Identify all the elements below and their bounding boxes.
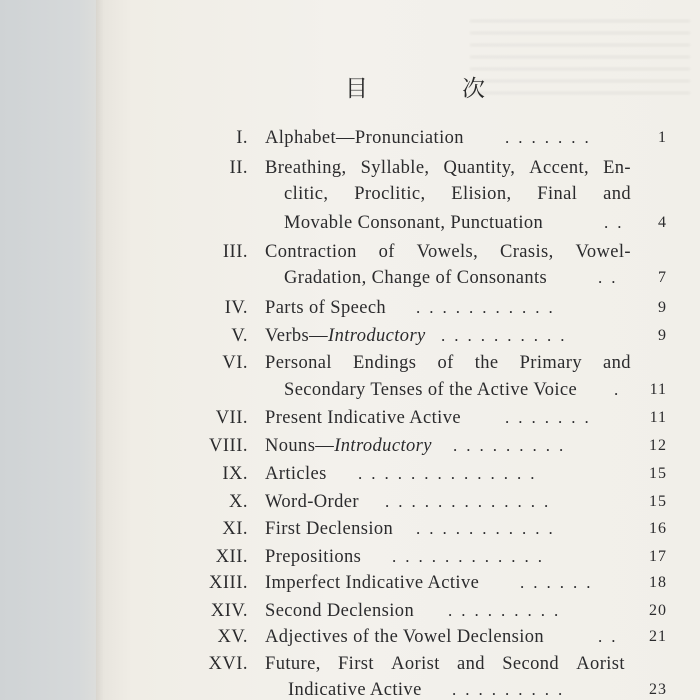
title-plain: Nouns— — [265, 436, 335, 456]
leader-dots: .............. — [358, 464, 544, 483]
chapter-number: VII. — [215, 408, 248, 428]
leader-dots: .......... — [441, 326, 574, 345]
toc-entry-16-line-2 — [0, 677, 700, 700]
toc-entry-6-line-2 — [0, 377, 700, 403]
word: Proclitic, — [354, 184, 426, 204]
chapter-title: Present Indicative Active — [265, 408, 461, 428]
page-number: 7 — [658, 269, 667, 286]
toc-entry-9 — [0, 461, 700, 487]
word: Primary — [519, 353, 582, 373]
title-italic: Introductory — [334, 436, 432, 456]
page-number: 18 — [649, 574, 667, 591]
leader-dots: ........... — [416, 519, 562, 538]
title-char-left: 目 — [345, 76, 368, 102]
leader-dots: ............. — [385, 492, 558, 511]
page-number: 17 — [649, 548, 667, 565]
chapter-title — [265, 323, 426, 349]
chapter-title — [265, 433, 432, 459]
word: Quantity, — [443, 158, 516, 178]
page-number: 20 — [649, 602, 667, 619]
chapter-number: XVI. — [208, 654, 248, 674]
chapter-title: Adjectives of the Vowel Declension — [265, 627, 545, 647]
word: Aorist — [576, 654, 625, 674]
leader-dots: ....... — [505, 408, 598, 427]
chapter-number: III. — [222, 242, 248, 262]
toc-entry-4 — [0, 295, 700, 321]
word: Aorist — [391, 654, 440, 674]
toc-entry-7 — [0, 405, 700, 431]
chapter-title-line-1 — [265, 155, 631, 181]
word: Contraction — [265, 242, 357, 262]
page-number: 11 — [649, 409, 667, 426]
toc-entry-1 — [0, 125, 700, 151]
word: Syllable, — [360, 158, 430, 178]
page-number: 15 — [649, 465, 667, 482]
page-number: 9 — [658, 327, 667, 344]
toc-entry-8 — [0, 433, 700, 459]
word: Second — [502, 654, 560, 674]
toc-entry-11 — [0, 516, 700, 542]
leader-dots: ............ — [392, 547, 551, 566]
word: of — [378, 242, 395, 262]
page-number: 15 — [649, 493, 667, 510]
word: Breathing, — [265, 158, 347, 178]
toc-entry-2-line-2 — [0, 181, 700, 207]
chapter-number: VIII. — [209, 436, 248, 456]
word: Vowel- — [575, 242, 631, 262]
toc-entry-14 — [0, 598, 700, 624]
word: Personal — [265, 353, 332, 373]
word: Accent, — [529, 158, 590, 178]
word: and — [603, 184, 631, 204]
word: the — [474, 353, 499, 373]
page-number: 21 — [649, 628, 667, 645]
leader-dots: . — [614, 380, 628, 399]
chapter-number: II. — [229, 158, 248, 178]
page-number: 9 — [658, 299, 667, 316]
title-plain: Verbs— — [265, 326, 329, 346]
toc-entry-3-line-2 — [0, 265, 700, 291]
page-number: 23 — [649, 681, 667, 698]
title-char-right: 次 — [462, 76, 485, 102]
page-number: 1 — [658, 129, 667, 146]
word: clitic, — [284, 184, 329, 204]
toc-entry-16-line-1 — [0, 651, 700, 677]
word: Endings — [352, 353, 417, 373]
chapter-number: I. — [236, 128, 248, 148]
leader-dots: ....... — [505, 128, 598, 147]
toc-entry-10 — [0, 489, 700, 515]
toc-entry-2-line-1 — [0, 155, 700, 181]
word: and — [603, 353, 631, 373]
chapter-number: XIII. — [209, 573, 248, 593]
leader-dots: ......... — [448, 601, 568, 620]
chapter-title-line-2 — [284, 181, 631, 207]
page-number: 4 — [658, 214, 667, 231]
toc-entry-13 — [0, 570, 700, 596]
word: Vowels, — [416, 242, 479, 262]
chapter-number: VI. — [222, 353, 248, 373]
page-number: 11 — [649, 381, 667, 398]
toc-entry-3-line-1 — [0, 239, 700, 265]
chapter-number: IV. — [224, 298, 248, 318]
chapter-number: XII. — [215, 547, 248, 567]
toc-entry-12 — [0, 544, 700, 570]
chapter-title: Articles — [265, 464, 327, 484]
chapter-number: IX. — [222, 464, 248, 484]
page-number: 12 — [649, 437, 667, 454]
leader-dots: .. — [598, 268, 625, 287]
chapter-title-line-2: Secondary Tenses of the Active Voice — [284, 380, 578, 400]
chapter-title: First Declension — [265, 519, 394, 539]
leader-dots: ......... — [452, 680, 572, 699]
word: Crasis, — [499, 242, 554, 262]
chapter-title-line-1 — [265, 239, 631, 265]
chapter-title: Prepositions — [265, 547, 362, 567]
chapter-number: X. — [229, 492, 248, 512]
leader-dots: ...... — [520, 573, 600, 592]
chapter-number: XI. — [222, 519, 248, 539]
chapter-title-line-2: Indicative Active — [288, 680, 422, 700]
chapter-title: Second Declension — [265, 601, 415, 621]
word: Final — [537, 184, 578, 204]
chapter-number: XV. — [217, 627, 248, 647]
chapter-title-line-2: Gradation, Change of Consonants — [284, 268, 548, 288]
word: Elision, — [451, 184, 512, 204]
chapter-title: Alphabet—Pronunciation — [265, 128, 464, 148]
chapter-title-line-3: Movable Consonant, Punctuation — [284, 213, 544, 233]
word: of — [437, 353, 454, 373]
toc-entry-5 — [0, 323, 700, 349]
page-number: 16 — [649, 520, 667, 537]
toc-entry-6-line-1 — [0, 350, 700, 376]
leader-dots: .. — [604, 213, 631, 232]
toc-entry-15 — [0, 624, 700, 650]
word: En- — [603, 158, 631, 178]
word: and — [457, 654, 485, 674]
chapter-title-line-1 — [265, 350, 631, 376]
chapter-number: XIV. — [210, 601, 248, 621]
leader-dots: ......... — [453, 436, 573, 455]
word: Future, — [265, 654, 321, 674]
title-italic: Introductory — [328, 326, 426, 346]
chapter-title: Word-Order — [265, 492, 359, 512]
word: First — [337, 654, 374, 674]
leader-dots: ........... — [416, 298, 562, 317]
leader-dots: .. — [598, 627, 625, 646]
toc-entry-2-line-3 — [0, 210, 700, 236]
chapter-title: Parts of Speech — [265, 298, 387, 318]
chapter-title: Imperfect Indicative Active — [265, 573, 480, 593]
chapter-title-line-1 — [265, 651, 625, 677]
chapter-number: V. — [231, 326, 248, 346]
